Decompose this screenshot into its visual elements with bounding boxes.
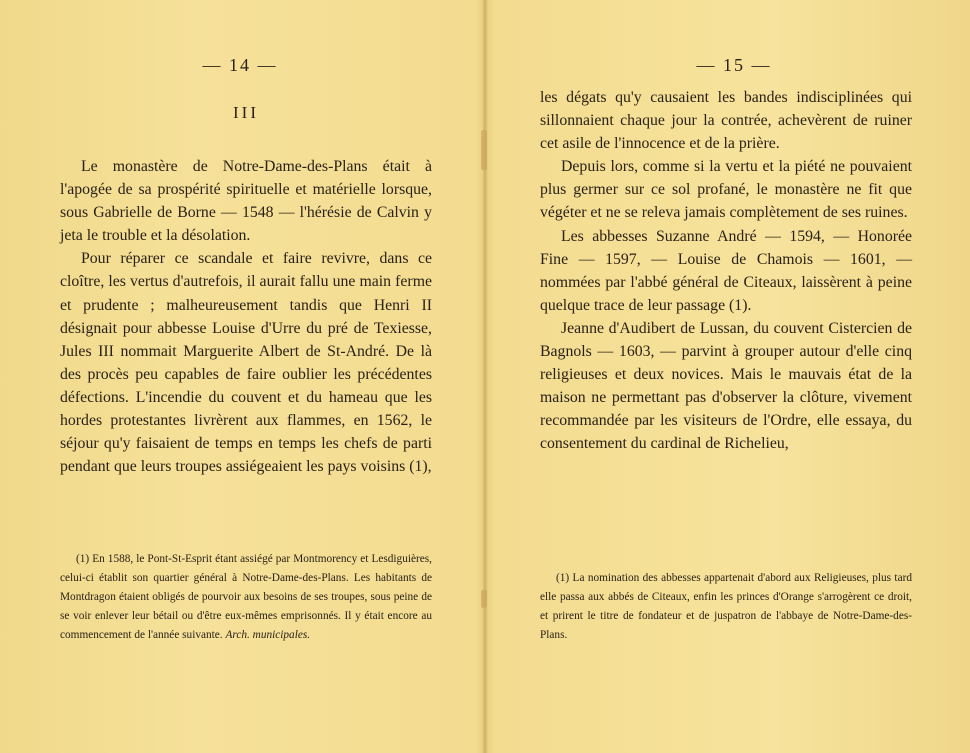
paragraph: Le monastère de Notre-Dame-des-Plans était à l'apogée de sa prospérité spirituelle et matérielle lorsque, sous Gabrielle de Borne — 1548 — l'hérésie de Calvin y jeta le trouble et la désolation. [60, 158, 432, 245]
paragraph: les dégats qu'y causaient les bandes indisciplinées qui sillonnaient chaque jour la contrée, achevèrent de ruiner cet asile de l'innocence et de la prière. [540, 89, 912, 153]
paragraph: Jeanne d'Audibert de Lussan, du couvent Cistercien de Bagnols — 1603, — parvint à grouper autour d'elle cinq religieuses et deux novices. Mais le mauvais état de la maison ne permettant pas d'observer la clôture, vivement recommandée par les visiteurs de l'Ordre, elle essaya, du consentement du cardinal de Richelieu, [540, 319, 912, 453]
footnote-text [60, 550, 432, 645]
section-heading: III [233, 103, 259, 122]
page-number: — 15 — [696, 55, 772, 75]
paragraph: Pour réparer ce scandale et faire revivre, dans ce cloître, les vertus d'autrefois, il aurait fallu une main ferme et prudente ; malheureusement tandis que Henri II désignait pour abbesse Louise d'Urre du pré de Texiesse, Jules III nommait Marguerite Albert de St-André. De là des procès peu capables de faire oublier les précédentes défections. L'incendie du couvent et du hameau que les hordes protestantes livrèrent aux flammes, en 1562, le séjour qu'y faisaient de temps en temps les chefs de parti pendant que leurs troupes assiégeaient les pays voisins (1), [60, 250, 432, 476]
binding-mark-upper [481, 130, 487, 170]
page-body [540, 86, 912, 456]
page-body [60, 155, 432, 478]
binding-mark-lower [481, 590, 487, 608]
footnote-body: (1) En 1588, le Pont-St-Esprit étant assiégé par Montmorency et Lesdiguières, celui-ci établit son quartier général à Notre-Dame-des-Plans. Les habitants de Montdragon étaient obligés de pourvoir aux besoins de ses troupes, sous peine de se voir enlever leur bétail ou d'être eux-mêmes emprisonnés. Il y était encore au commencement de l'année suivante. [60, 553, 432, 641]
footnote [540, 569, 912, 645]
page-number: — 14 — [202, 55, 278, 75]
left-page [60, 0, 432, 753]
book-gutter [482, 0, 488, 753]
footnote [60, 550, 432, 645]
right-page [540, 0, 912, 753]
footnote-text: (1) La nomination des abbesses appartenait d'abord aux Religieuses, plus tard elle passa aux abbés de Citeaux, enfin les princes d'Orange s'arrogèrent ce droit, et prirent le titre de fondateur et de juspatron de l'abbaye de Notre-Dame-des-Plans. [540, 572, 912, 641]
paragraph: Depuis lors, comme si la vertu et la piété ne pouvaient plus germer sur ce sol profané, le monastère ne fit que végéter et ne se releva jamais complètement de ses ruines. [540, 158, 912, 222]
footnote-source: Arch. municipales. [225, 629, 311, 641]
paragraph: Les abbesses Suzanne André — 1594, — Honorée Fine — 1597, — Louise de Chamois — 1601, — nommées par l'abbé général de Citeaux, laissèrent à peine quelque trace de leur passage (1). [540, 227, 912, 314]
